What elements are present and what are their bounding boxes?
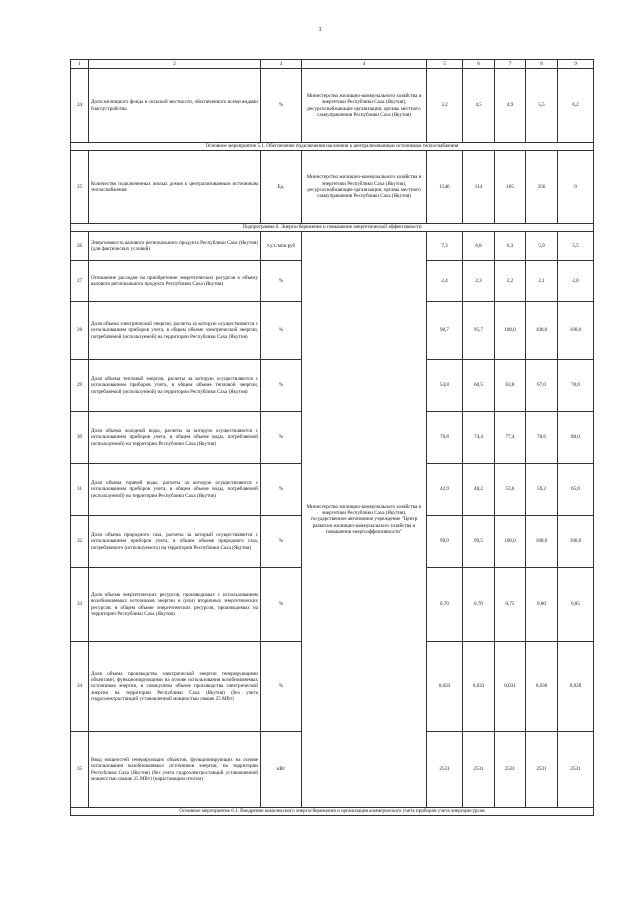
value-cell: 165 xyxy=(495,151,526,224)
value-cell: 99,0 xyxy=(427,516,463,568)
value-cell: 100,0 xyxy=(495,302,526,360)
header-cell: 3 xyxy=(261,60,302,69)
header-row xyxy=(71,60,594,69)
indicator-name: Количество подключенных жилых домов к централизованным источникам теплоснабжения xyxy=(89,151,261,224)
executor: Министерство жилищно-коммунального хозяйства и энергетики Республики Саха (Якутия), государственное автономное учреждение "Центр развития жилищно-коммунального хозяйства и повышения энергоэффективности" xyxy=(302,232,427,808)
value-cell: 0,70 xyxy=(427,568,463,642)
table-row xyxy=(71,232,594,261)
value-cell: 0,033 xyxy=(427,642,463,732)
unit: % xyxy=(261,360,302,412)
indicator-name: Ввод мощностей генерирующих объектов, функционирующих на основе использования возобновляемых источников энергии, на территории Республики Саха (Якутия) (без учета гидроэлектростанций установленной мощностью свыше 25 МВт) (нарастающим итогом) xyxy=(89,732,261,808)
value-cell: 0,028 xyxy=(558,642,594,732)
row-number: 33 xyxy=(71,568,89,642)
value-cell: 60,5 xyxy=(463,360,495,412)
row-number: 25 xyxy=(71,151,89,224)
value-cell: 2,4 xyxy=(427,261,463,302)
unit: т.у.т./млн руб xyxy=(261,232,302,261)
section-title: Подпрограмма 6. Энергосбережение и повышение энергетической эффективности xyxy=(71,224,594,232)
value-cell: 77,4 xyxy=(495,412,526,464)
value-cell: 7,3 xyxy=(427,232,463,261)
row-number: 32 xyxy=(71,516,89,568)
value-cell: 0,75 xyxy=(495,568,526,642)
indicator-name: Доля объема холодной воды, расчеты за которую осуществляются с использованием приборов учета, в общем объеме воды, потребляемой (используемой) на территории Республики Саха (Якутия) xyxy=(89,412,261,464)
executor: Министерство жилищно-коммунального хозяйства и энергетики Республики Саха (Якутия), ресурсоснабжающие организации, органы местного самоуправления Республики Саха (Якутия) xyxy=(302,151,427,224)
value-cell: 2531 xyxy=(427,732,463,808)
value-cell: 3,2 xyxy=(427,69,463,143)
value-cell: 0 xyxy=(558,151,594,224)
value-cell: 0,80 xyxy=(526,568,558,642)
value-cell: 0,70 xyxy=(463,568,495,642)
row-number: 24 xyxy=(71,69,89,143)
value-cell: 2531 xyxy=(463,732,495,808)
header-cell: 1 xyxy=(71,60,89,69)
value-cell: 356 xyxy=(526,151,558,224)
indicator-name: Энергоемкость валового регионального продукта Республики Саха (Якутия) (для фактических условий) xyxy=(89,232,261,261)
page-number: 3 xyxy=(318,27,322,33)
indicator-name: Доля объема тепловой энергии, расчеты за которую осуществляются с использованием приборов учета, в общем объеме тепловой энергии, потребляемой (используемой) на территории Республики Саха (Якутия) xyxy=(89,360,261,412)
indicator-name: Доля объема природного газа, расчеты за который осуществляются с использованием приборов учета, в общем объеме природного газа, потребляемого (используемого) на территории Республики Саха (Якутия) xyxy=(89,516,261,568)
value-cell: 100,0 xyxy=(495,516,526,568)
value-cell: 0,030 xyxy=(526,642,558,732)
table-row xyxy=(71,69,594,143)
unit: % xyxy=(261,69,302,143)
indicator-name: Доля объема электрической энергии, расчеты за которую осуществляются с использованием приборов учета, в общем объеме электрической энергии, потребляемой (используемой) на территории Республики Саха (Якутия) xyxy=(89,302,261,360)
row-number: 29 xyxy=(71,360,89,412)
header-cell: 8 xyxy=(526,60,558,69)
value-cell: 100,0 xyxy=(558,302,594,360)
value-cell: 100,0 xyxy=(526,516,558,568)
value-cell: 0,031 xyxy=(495,642,526,732)
value-cell: 99,5 xyxy=(463,516,495,568)
value-cell: 54,8 xyxy=(427,360,463,412)
section-title: Основное мероприятие 5.1. Обеспечение подключения населения к централизованным источникам теплоснабжения xyxy=(71,143,594,151)
value-cell: 90,7 xyxy=(427,302,463,360)
value-cell: 2,3 xyxy=(463,261,495,302)
value-cell: 100,0 xyxy=(558,516,594,568)
row-number: 27 xyxy=(71,261,89,302)
header-cell: 2 xyxy=(89,60,261,69)
executor: Министерство жилищно-коммунального хозяйства и энергетики Республики Саха (Якутия), ресурсоснабжающие организации, органы местного самоуправления Республики Саха (Якутия) xyxy=(302,69,427,143)
value-cell: 95,7 xyxy=(463,302,495,360)
value-cell: 2531 xyxy=(558,732,594,808)
value-cell: 80,0 xyxy=(558,412,594,464)
value-cell: 2,1 xyxy=(526,261,558,302)
row-number: 28 xyxy=(71,302,89,360)
value-cell: 70,8 xyxy=(427,412,463,464)
value-cell: 78,6 xyxy=(526,412,558,464)
section-row xyxy=(71,143,594,151)
unit: Ед. xyxy=(261,151,302,224)
row-number: 26 xyxy=(71,232,89,261)
value-cell: 48,2 xyxy=(463,464,495,516)
value-cell: 74,4 xyxy=(463,412,495,464)
header-cell: 4 xyxy=(302,60,427,69)
value-cell: 2531 xyxy=(495,732,526,808)
value-cell: 59,2 xyxy=(526,464,558,516)
indicator-name: Отношение расходов на приобретение энергетических ресурсов к объему валового регионального продукта Республики Саха (Якутия) xyxy=(89,261,261,302)
indicators-table xyxy=(70,59,594,816)
value-cell: 4,9 xyxy=(495,69,526,143)
value-cell: 4,5 xyxy=(463,69,495,143)
value-cell: 65,0 xyxy=(558,464,594,516)
value-cell: 5,5 xyxy=(558,232,594,261)
value-cell: 2,0 xyxy=(558,261,594,302)
row-number: 35 xyxy=(71,732,89,808)
value-cell: 67,0 xyxy=(526,360,558,412)
unit: % xyxy=(261,261,302,302)
value-cell: 6,2 xyxy=(558,69,594,143)
header-cell: 5 xyxy=(427,60,463,69)
value-cell: 100,0 xyxy=(526,302,558,360)
value-cell: 0,85 xyxy=(558,568,594,642)
header-cell: 6 xyxy=(463,60,495,69)
value-cell: 5,9 xyxy=(526,232,558,261)
indicator-name: Доля объема производства электрической энергии генерирующими объектами, функционирующими на основе использования возобновляемых источников энергии, в совокупном объеме производства электрической энергии на территории Республики Саха (Якутия) (без учета гидроэлектростанций установленной мощностью свыше 25 МВт) xyxy=(89,642,261,732)
value-cell: 2531 xyxy=(526,732,558,808)
value-cell: 2,2 xyxy=(495,261,526,302)
unit: % xyxy=(261,412,302,464)
value-cell: 114 xyxy=(463,151,495,224)
value-cell: 70,0 xyxy=(558,360,594,412)
unit: % xyxy=(261,516,302,568)
value-cell: 1546 xyxy=(427,151,463,224)
section-title: Основное мероприятие 6.1. Внедрение комплексного энергосбережения и организация коммерческого учета приборов учета энергоресурсов xyxy=(71,808,594,816)
value-cell: 6,8 xyxy=(463,232,495,261)
unit: % xyxy=(261,464,302,516)
value-cell: 5,5 xyxy=(526,69,558,143)
unit: % xyxy=(261,568,302,642)
value-cell: 53,6 xyxy=(495,464,526,516)
indicator-name: Доля объема энергетических ресурсов, производимых с использованием возобновляемых источников энергии и (или) вторичных энергетических ресурсов, в общем объеме энергетических ресурсов, производимых на территории Республики Саха (Якутия) xyxy=(89,568,261,642)
section-row xyxy=(71,224,594,232)
indicator-name: Доля жилищного фонда в сельской местности, обеспеченного всеми видами благоустройства xyxy=(89,69,261,143)
header-cell: 7 xyxy=(495,60,526,69)
table-row xyxy=(71,151,594,224)
indicator-name: Доля объема горячей воды, расчеты за которую осуществляются с использованием приборов учета, в общем объеме воды, потребляемой (используемой) на территории Республики Саха (Якутия) xyxy=(89,464,261,516)
value-cell: 0,033 xyxy=(463,642,495,732)
section-row xyxy=(71,808,594,816)
row-number: 30 xyxy=(71,412,89,464)
value-cell: 42,9 xyxy=(427,464,463,516)
row-number: 34 xyxy=(71,642,89,732)
unit: % xyxy=(261,302,302,360)
unit: кВт xyxy=(261,732,302,808)
value-cell: 6,3 xyxy=(495,232,526,261)
unit: % xyxy=(261,642,302,732)
row-number: 31 xyxy=(71,464,89,516)
header-cell: 9 xyxy=(558,60,594,69)
value-cell: 63,8 xyxy=(495,360,526,412)
